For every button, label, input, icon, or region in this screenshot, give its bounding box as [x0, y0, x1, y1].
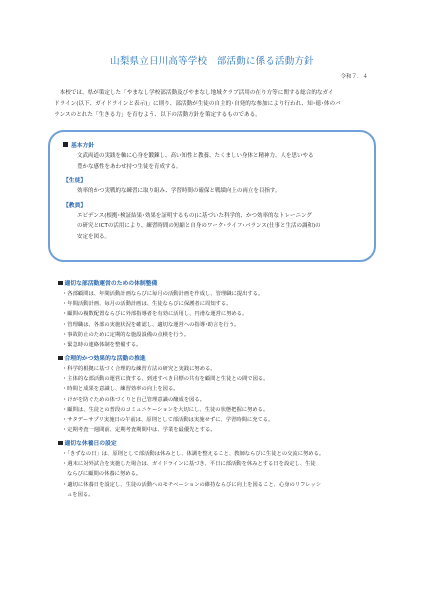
list-item: ・定期考査一週間前、定期考査期間中は、学業を最優先とする。	[62, 427, 216, 434]
student-line: 効率的かつ実戦的な練習に取り組み、学習時間の確保と戦績向上の両立を目指す。	[77, 188, 281, 194]
student-heading: 【生徒】	[63, 178, 87, 184]
list-item: ・適切に休養日を設定し、生徒の活動へのモチベーションの維持ならびに向上を図ること、心身のリフレッシ	[62, 481, 322, 488]
issue-date: 令和７．４	[340, 74, 368, 80]
intro-line: 本校では、県が策定した「やまなし学校部活動及びやまなし地域クラブ活用の在り方等に関する総合的なガイ	[59, 90, 334, 96]
policy-box	[48, 130, 376, 262]
list-item: ・顧問の複数配置ならびに外部指導者を有効に活用し、円滑な運営に努める。	[62, 311, 248, 318]
section-rest-days	[58, 439, 378, 500]
student-text	[63, 186, 362, 197]
staff-line: エビデンス(根拠･検証結果･効果を証明するもの)に基づいた科学的、かつ効率的なトレーニング	[77, 212, 312, 219]
intro-line: ドライン(以下、ガイドラインと表示)」に則り、部活動が生徒の自主的･自発的な参加により行われ、知･徳･体のバ	[54, 101, 341, 107]
staff-text	[63, 211, 362, 243]
list-item: ・サタデーサプリ実施日の午前は、原則として部活動は実施せずに、学習時間に充てる。	[62, 417, 274, 424]
list-item-continuation: ならびに顧問の休養に努める。	[67, 471, 142, 478]
intro-paragraph	[54, 88, 374, 121]
square-bullet-icon	[63, 142, 68, 147]
list-item: ・各部顧問は、年間活動計画ならびに毎月の活動計画を作成し、管理職に提出する。	[62, 291, 264, 297]
basic-policy-heading-text: 基本方針	[71, 143, 95, 149]
section-heading-text: 適切な部活動運営のための体制整備	[64, 281, 158, 287]
square-bullet-icon	[58, 356, 63, 361]
section-heading-text: 適切な休養日の設定	[64, 441, 117, 447]
section-heading	[58, 439, 378, 449]
basic-policy-line: 豊かな感性をあわせ持つ生徒を育成する。	[77, 163, 182, 170]
list-item: ・「きずなの日」は、原則として部活動は休みとし、体調を整えること、教師ならびに生徒との交流に努める。	[62, 451, 325, 457]
square-bullet-icon	[58, 441, 63, 446]
staff-line: 安定を図る。	[77, 233, 111, 240]
basic-policy-heading	[63, 141, 362, 151]
section-activities	[58, 354, 378, 435]
intro-line: ランスのとれた「生きる力」を育むよう、以下の活動方針を策定するものである。	[54, 112, 261, 118]
square-bullet-icon	[58, 281, 63, 286]
list-item: ・時間と成果を意識し、練習効率の向上を図る。	[62, 386, 179, 393]
page-title: 山梨県立日川高等学校 部活動に係る活動方針	[110, 56, 314, 67]
list-item: ・事故防止のために定期的な施設設備の点検を行う。	[62, 331, 190, 338]
section-heading	[58, 354, 378, 364]
staff-line: の研究とICTの活用により、練習時間の短縮と自身のワーク･ライフ･バランス(仕事と生活の調和)の	[77, 223, 321, 229]
staff-heading: 【教員】	[63, 202, 87, 209]
list-item: ・顧問は、生徒との普段のコミュニケーションを大切にし、生徒の状態把握に努める。	[62, 406, 269, 413]
list-item: ・週末に対外試合を実施した場合は、ガイドラインに基づき、平日に部活動を休みとする日を設定し、生徒	[62, 461, 316, 468]
section-heading-text: 合理的かつ効果的な活動の推進	[64, 356, 146, 362]
basic-policy-line: 文武両道の実践を軸に心身を鍛錬し、高い知性と教養、たくましい身体と精神力、人を思いやる	[77, 153, 314, 159]
list-item: ・年間活動計画、毎月の活動計画は、生徒ならびに保護者に周知する。	[62, 301, 232, 308]
section-structure	[58, 279, 378, 350]
list-item: ・科学的根拠に基づく合理的な練習方法の研究と実践に努める。	[62, 366, 216, 372]
list-item: ・主体的な部活動の運営に資する、到達すべき目標の共有を顧問と生徒との間で図る。	[62, 376, 269, 383]
list-item: ・緊急時の連絡体制を整備する。	[62, 342, 142, 349]
section-heading	[58, 279, 378, 289]
list-item: ・管理職は、各部の実施状況を確認し、適切な運営への指導･助言を行う。	[62, 321, 240, 328]
basic-policy-text	[63, 151, 362, 172]
list-item: ・けがを防ぐための体づくりと自己管理意識の醸成を図る。	[62, 396, 206, 403]
list-item-continuation: ュを図る。	[67, 491, 94, 498]
